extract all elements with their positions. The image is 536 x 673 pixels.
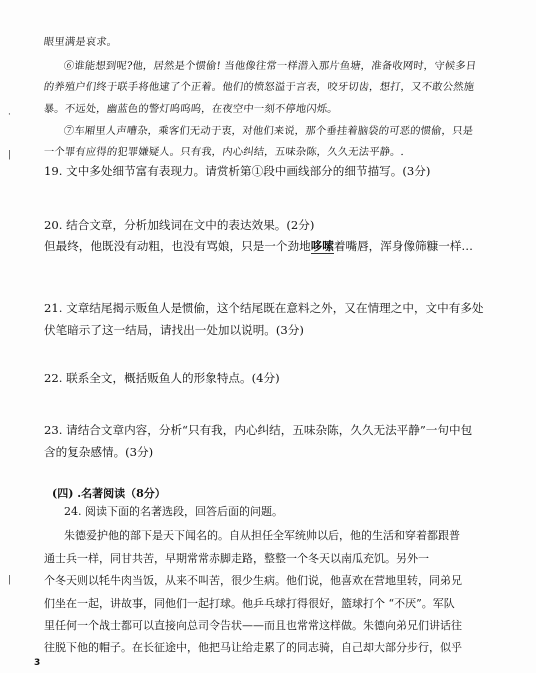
question-24: 24. 阅读下面的名著选段，回答后面的问题。 (64, 505, 283, 518)
question-23: 23. 请结合文章内容，分析“只有我，内心纠结，五味杂陈，久久无法平静”一句中包 (44, 423, 473, 437)
quote-text: 但最终，他既没有动粗，也没有骂娘，只是一个劲地 (44, 239, 311, 253)
story-line: 暴。不远处，幽蓝色的警灯呜呜呜，在夜空中一刻不停地闪烁。 (43, 103, 339, 115)
question-23-cont: 含的复杂感情。(3分) (44, 445, 154, 459)
passage-line: 里任何一个战士都可以直接向总司令告状——而且也常常这样做。朱德向弟兄们讲话往 (44, 619, 462, 632)
passage-line: 个冬天则以牦牛肉当饭，从来不叫苦，很少生病。他们说，他喜欢在营地里转，同弟兄 (44, 574, 462, 587)
question-21-cont: 伏笔暗示了这一结局，请找出一处加以说明。(3分) (44, 323, 304, 337)
passage-line: 通士兵一样，同甘共苦，早期常常赤脚走路，整整一个冬天以南瓜充饥。另外一 (44, 552, 429, 565)
margin-mark: · (8, 110, 11, 120)
question-22: 22. 联系全文，概括贩鱼人的形象特点。(4分) (44, 371, 280, 385)
story-line: ⑦车厢里人声嘈杂，乘客们无动于衷，对他们来说，那个垂挂着脑袋的可恶的惯偷，只是 (63, 125, 474, 137)
question-21: 21. 文章结尾揭示贩鱼人是惯偷，这个结尾既在意料之外，又在情理之中，文中有多处 (44, 301, 484, 315)
passage-line: 们坐在一起，讲故事，同他们一起打球。他乒乓球打得很好，篮球打个 “不厌”。军队 (44, 597, 455, 610)
margin-mark: | (8, 150, 12, 160)
margin-mark: | (8, 575, 12, 585)
page-number: 3 (34, 658, 41, 668)
question-20-quote (44, 238, 473, 254)
story-line: ⑥谁能想到呢?他，居然是个惯偷! 当他像往常一样潜入那片鱼塘，准备收网时，守候多日 (63, 60, 477, 72)
marked-word: 哆嗦 (310, 239, 334, 253)
quote-text: 着嘴唇，浑身像筛糠一样… (333, 239, 474, 253)
story-line: 一个罪有应得的犯罪嫌疑人。只有我，内心纠结，五味杂陈，久久无法平静。. (43, 146, 405, 158)
question-20: 20. 结合文章，分析加线词在文中的表达效果。(2分) (44, 218, 315, 232)
story-line: 眼里满是哀求。 (43, 36, 118, 48)
passage-line: 往脱下他的帽子。在长征途中，他把马让给走累了的同志骑，自己却大部分步行，似乎 (44, 641, 462, 654)
passage-line: 朱德爱护他的部下是天下闻名的。自从担任全军统帅以后，他的生活和穿着都跟普 (64, 529, 460, 542)
story-line: 的养殖户们终于联手将他逮了个正着。他们的愤怒溢于言表，咬牙切齿，想打，又不敢公然施 (43, 81, 475, 93)
question-19: 19. 文中多处细节富有表现力。请赏析第①段中画线部分的细节描写。(3分) (44, 164, 431, 178)
section-heading: (四) .名著阅读（8分） (52, 487, 166, 500)
